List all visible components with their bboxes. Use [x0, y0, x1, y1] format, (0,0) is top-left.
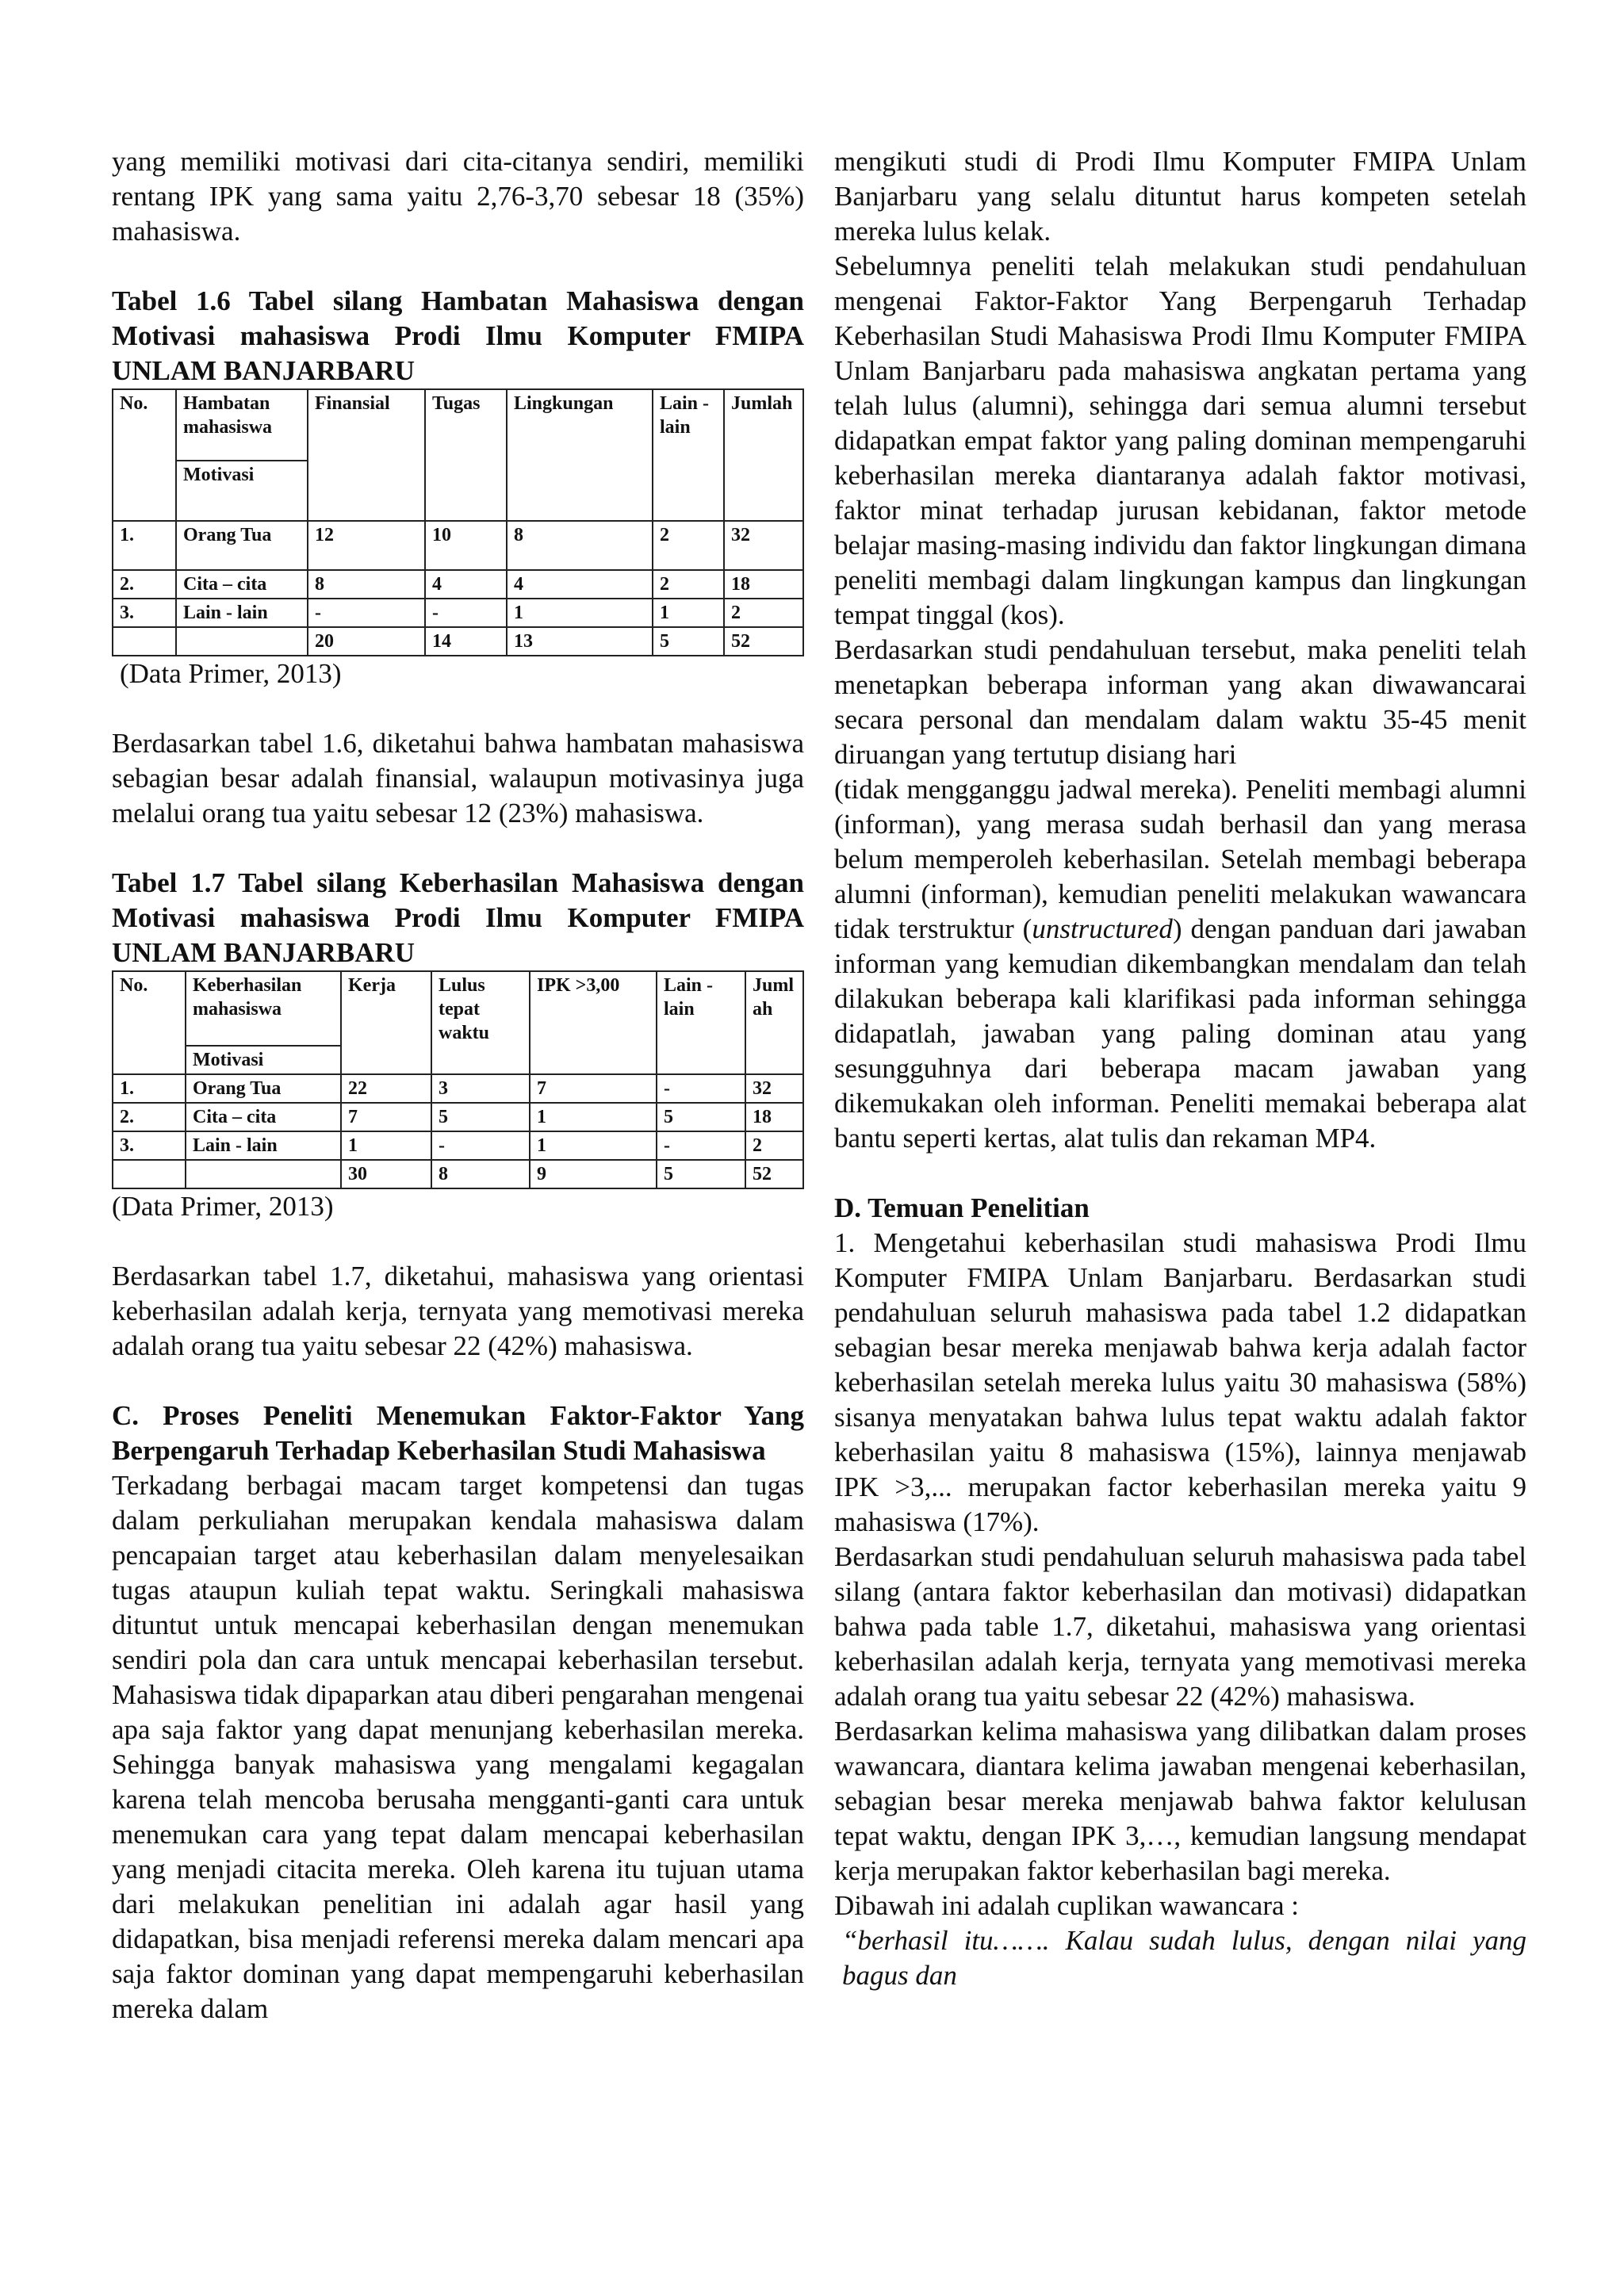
cell: Cita – cita: [186, 1103, 341, 1131]
cell: 14: [425, 627, 507, 656]
section-heading: D. Temuan Penelitian: [834, 1192, 1090, 1223]
cell: 52: [745, 1160, 803, 1188]
col-header-keberhasilan: Keberhasilan mahasiswa: [186, 971, 341, 1046]
cell: -: [425, 599, 507, 627]
cell: 1: [530, 1103, 657, 1131]
paragraph: [834, 633, 1526, 1156]
table-row-total: [113, 1160, 803, 1188]
col-header-lain: Lain - lain: [653, 389, 724, 521]
cell: 7: [341, 1103, 431, 1131]
col-header-motivasi: Motivasi: [186, 1046, 341, 1074]
table-row: [113, 1131, 803, 1160]
cell: 2.: [113, 570, 176, 599]
cell: 1: [530, 1131, 657, 1160]
cell: 2.: [113, 1103, 186, 1131]
col-header-lain: Lain - lain: [657, 971, 745, 1074]
cell: 1: [507, 599, 653, 627]
paragraph: yang memiliki motivasi dari cita-citanya sendiri, memiliki rentang IPK yang sama yaitu 2,76-3,70 sebesar 18 (35%) mahasiswa.: [112, 146, 804, 247]
paragraph: Terkadang berbagai macam target kompetensi dan tugas dalam perkuliahan merupakan kendala mahasiswa dalam pencapaian target atau keberhasilan dalam menyelesaikan tugas ataupun kuliah tepat waktu. Seringkali mahasiswa dituntut untuk mencapai keberhasilan dengan menemukan sendiri pola dan cara untuk mencapai keberhasilan tersebut. Mahasiswa tidak dipaparkan atau diberi pengarahan mengenai apa saja faktor yang dapat menunjang keberhasilan mereka. Sehingga banyak mahasiswa yang mengalami kegagalan karena telah mencoba berusaha mengganti-ganti cara untuk menemukan cara yang tepat dalam mencapai keberhasilan yang menjadi citacita mereka. Oleh karena itu tujuan utama dari melakukan penelitian ini adalah agar hasil yang didapatkan, bisa menjadi referensi mereka dalam mencari apa saja faktor dominan yang dapat mempengaruhi keberhasilan mereka dalam: [112, 1470, 804, 2024]
cell: -: [431, 1131, 530, 1160]
cell: 2: [745, 1131, 803, 1160]
cell: 5: [657, 1103, 745, 1131]
cell: 1: [341, 1131, 431, 1160]
cell: 8: [507, 521, 653, 570]
cell: -: [308, 599, 425, 627]
cell: 2: [653, 570, 724, 599]
cell: -: [657, 1074, 745, 1103]
table-row: [113, 521, 803, 570]
left-column: [112, 144, 804, 2026]
cell: 9: [530, 1160, 657, 1188]
table-caption: Tabel 1.6 Tabel silang Hambatan Mahasiswa dengan Motivasi mahasiswa Prodi Ilmu Komputer FMIPA UNLAM BANJARBARU: [112, 285, 804, 386]
cell: 1.: [113, 521, 176, 570]
cell: 1.: [113, 1074, 186, 1103]
paragraph: Berdasarkan studi pendahuluan seluruh mahasiswa pada tabel silang (antara faktor keberhasilan dan motivasi) didapatkan bahwa pada table 1.7, diketahui, mahasiswa yang orientasi keberhasilan adalah kerja, ternyata yang memotivasi mereka adalah orang tua yaitu sebesar 22 (42%) mahasiswa.: [834, 1541, 1526, 1712]
col-header-lulus: Lulus tepat waktu: [431, 971, 530, 1074]
interview-quote: “berhasil itu……. Kalau sudah lulus, dengan nilai yang bagus dan: [842, 1925, 1526, 1991]
cell: 8: [308, 570, 425, 599]
table-row: [113, 1074, 803, 1103]
col-header-lingkungan: Lingkungan: [507, 389, 653, 521]
paragraph: Berdasarkan tabel 1.6, diketahui bahwa hambatan mahasiswa sebagian besar adalah finansial, walaupun motivasinya juga melalui orang tua yaitu sebesar 12 (23%) mahasiswa.: [112, 728, 804, 828]
cell: 18: [724, 570, 803, 599]
cell: [176, 627, 308, 656]
right-column: [834, 144, 1526, 1993]
paragraph: Dibawah ini adalah cuplikan wawancara :: [834, 1890, 1299, 1921]
cell: 2: [653, 521, 724, 570]
cell: 3.: [113, 1131, 186, 1160]
cell: 22: [341, 1074, 431, 1103]
col-header-jumlah: Juml ah: [745, 971, 803, 1074]
paragraph: Berdasarkan tabel 1.7, diketahui, mahasiswa yang orientasi keberhasilan adalah kerja, ternyata yang memotivasi mereka adalah orang tua yaitu sebesar 22 (42%) mahasiswa.: [112, 1261, 804, 1361]
cell: 10: [425, 521, 507, 570]
cell: 5: [431, 1103, 530, 1131]
paragraph: Sebelumnya peneliti telah melakukan studi pendahuluan mengenai Faktor-Faktor Yang Berpengaruh Terhadap Keberhasilan Studi Mahasiswa Prodi Ilmu Komputer FMIPA Unlam Banjarbaru pada mahasiswa angkatan pertama yang telah lulus (alumni), sehingga dari semua alumni tersebut didapatkan empat faktor yang paling dominan mempengaruhi keberhasilan mereka diantaranya adalah faktor motivasi, faktor minat terhadap jurusan kebidanan, faktor metode belajar masing-masing individu dan faktor lingkungan dimana peneliti membagi dalam lingkungan kampus dan lingkungan tempat tinggal (kos).: [834, 251, 1526, 630]
cell: 32: [745, 1074, 803, 1103]
cell: 3.: [113, 599, 176, 627]
paragraph-text: ) dengan panduan dari jawaban informan yang kemudian dikembangkan mendalam dan telah dilakukan beberapa kali klarifikasi pada informan sehingga didapatlah, jawaban yang paling dominan atau yang sesungguhnya dari beberapa macam jawaban yang dikemukakan oleh informan. Peneliti memakai beberapa alat bantu seperti kertas, alat tulis dan rekaman MP4.: [834, 913, 1527, 1154]
cell: 20: [308, 627, 425, 656]
table-row: [113, 1103, 803, 1131]
cell: 1: [653, 599, 724, 627]
col-header-jumlah: Jumlah: [724, 389, 803, 521]
table-1-7: [112, 970, 804, 1189]
cell: [186, 1160, 341, 1188]
paragraph: mengikuti studi di Prodi Ilmu Komputer FMIPA Unlam Banjarbaru yang selalu dituntut harus kompeten setelah mereka lulus kelak.: [834, 146, 1526, 247]
cell: Cita – cita: [176, 570, 308, 599]
cell: 4: [507, 570, 653, 599]
col-header-tugas: Tugas: [425, 389, 507, 521]
cell: 5: [653, 627, 724, 656]
cell: 8: [431, 1160, 530, 1188]
cell: 5: [657, 1160, 745, 1188]
table-caption: Tabel 1.7 Tabel silang Keberhasilan Mahasiswa dengan Motivasi mahasiswa Prodi Ilmu Komputer FMIPA UNLAM BANJARBARU: [112, 867, 804, 968]
cell: 7: [530, 1074, 657, 1103]
cell: Lain - lain: [176, 599, 308, 627]
cell: 52: [724, 627, 803, 656]
cell: Orang Tua: [186, 1074, 341, 1103]
cell: 3: [431, 1074, 530, 1103]
cell: -: [657, 1131, 745, 1160]
table-source: (Data Primer, 2013): [112, 1191, 334, 1222]
paragraph: 1. Mengetahui keberhasilan studi mahasiswa Prodi Ilmu Komputer FMIPA Unlam Banjarbaru. Berdasarkan studi pendahuluan seluruh mahasiswa pada tabel 1.2 didapatkan sebagian besar mereka menjawab bahwa kerja adalah factor keberhasilan setelah mereka lulus yaitu 30 mahasiswa (58%) sisanya menyatakan bahwa lulus tepat waktu adalah faktor keberhasilan yaitu 8 mahasiswa (15%), lainnya menjawab IPK >3,... merupakan factor keberhasilan mereka yaitu 9 mahasiswa (17%).: [834, 1227, 1526, 1537]
paragraph-text: Berdasarkan studi pendahuluan tersebut, maka peneliti telah menetapkan beberapa informan yang akan diwawancarai secara personal dan mendalam dalam waktu 35-45 menit diruangan yang tertutup disiang hari: [834, 634, 1526, 770]
cell: 18: [745, 1103, 803, 1131]
table-row: [113, 570, 803, 599]
cell: 4: [425, 570, 507, 599]
cell: 32: [724, 521, 803, 570]
cell: Lain - lain: [186, 1131, 341, 1160]
table-row: [113, 599, 803, 627]
cell: 12: [308, 521, 425, 570]
col-header-kerja: Kerja: [341, 971, 431, 1074]
table-source: (Data Primer, 2013): [120, 658, 342, 689]
col-header-ipk: IPK >3,00: [530, 971, 657, 1074]
section-heading: C. Proses Peneliti Menemukan Faktor-Faktor Yang Berpengaruh Terhadap Keberhasilan Studi Mahasiswa: [112, 1400, 804, 1466]
cell: 13: [507, 627, 653, 656]
table-1-6: [112, 388, 804, 656]
cell: [113, 627, 176, 656]
paragraph-text: (tidak mengganggu jadwal mereka). Peneliti membagi alumni (informan), yang merasa sudah berhasil dan yang merasa belum memperoleh keberhasilan. Setelah membagi beberapa alumni (informan), kemudian peneliti melakukan wawancara tidak terstruktur (: [834, 774, 1526, 944]
col-header-hambatan: Hambatan mahasiswa: [176, 389, 308, 461]
col-header-no: No.: [113, 971, 186, 1074]
cell: [113, 1160, 186, 1188]
paragraph-italic: unstructured: [1032, 913, 1173, 944]
paragraph: Berdasarkan kelima mahasiswa yang dilibatkan dalam proses wawancara, diantara kelima jawaban mengenai keberhasilan, sebagian besar mereka menjawab bahwa faktor kelulusan tepat waktu, dengan IPK 3,…, kemudian langsung mendapat kerja merupakan faktor keberhasilan bagi mereka.: [834, 1716, 1526, 1886]
table-row-total: [113, 627, 803, 656]
cell: 30: [341, 1160, 431, 1188]
cell: 2: [724, 599, 803, 627]
col-header-no: No.: [113, 389, 176, 521]
col-header-finansial: Finansial: [308, 389, 425, 521]
col-header-motivasi: Motivasi: [176, 461, 308, 521]
cell: Orang Tua: [176, 521, 308, 570]
